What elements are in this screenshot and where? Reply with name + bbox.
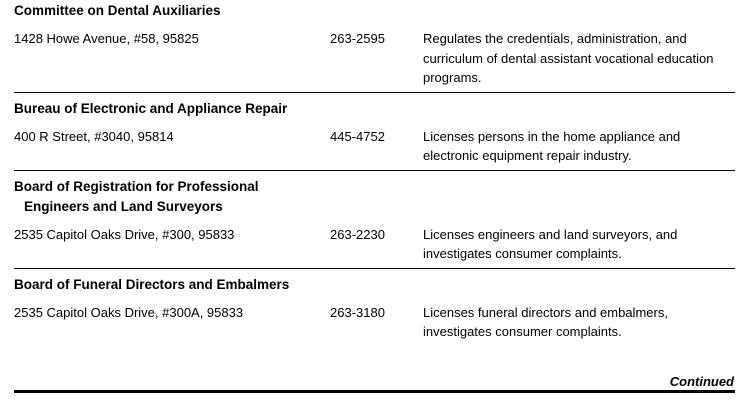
entry-name: [14, 0, 735, 21]
entry-phone: 263-2230: [330, 226, 385, 242]
entry-body: [14, 225, 735, 264]
entry-name-line2: Engineers and Land Surveyors: [24, 198, 223, 214]
entry-name: [14, 176, 735, 217]
entry-address: 2535 Capitol Oaks Drive, #300A, 95833: [14, 304, 244, 320]
entry-name-line1: Bureau of Electronic and Appliance Repair: [14, 100, 288, 116]
entry-name: [14, 274, 735, 295]
entry-name-line1: Board of Funeral Directors and Embalmers: [14, 276, 290, 292]
directory-entry-engineers-land-surveyors: [14, 171, 735, 269]
entry-phone: 445-4752: [330, 128, 385, 144]
entry-name: [14, 98, 735, 119]
entry-phone: 263-3180: [330, 304, 385, 320]
entry-description: Licenses funeral directors and embalmers, investigates consumer complaints.: [423, 304, 668, 339]
entry-address: 1428 Howe Avenue, #58, 95825: [14, 31, 199, 46]
footer-rule: [14, 390, 735, 393]
directory-entry-dental-auxiliaries: [14, 0, 735, 93]
entry-description: Licenses engineers and land surveyors, and investigates consumer complaints.: [423, 226, 678, 261]
entry-body: [14, 303, 735, 342]
continued-label: Continued: [669, 374, 734, 389]
directory-entry-funeral-directors-embalmers: [14, 269, 735, 346]
entry-description: Regulates the credentials, administration, and curriculum of dental assistant vocational education programs.: [423, 31, 714, 85]
entry-body: [14, 29, 735, 88]
entry-address: 400 R Street, #3040, 95814: [14, 128, 174, 144]
entry-address: 2535 Capitol Oaks Drive, #300, 95833: [14, 226, 235, 242]
entry-name-line1: Board of Registration for Professional: [14, 178, 259, 194]
entry-body: [14, 127, 735, 166]
entry-name-line1: Committee on Dental Auxiliaries: [14, 3, 221, 18]
directory-listing: [14, 0, 735, 346]
entry-description: Licenses persons in the home appliance and electronic equipment repair industry.: [423, 128, 681, 163]
directory-entry-electronic-appliance-repair: [14, 93, 735, 171]
entry-phone: 263-2595: [330, 31, 385, 46]
